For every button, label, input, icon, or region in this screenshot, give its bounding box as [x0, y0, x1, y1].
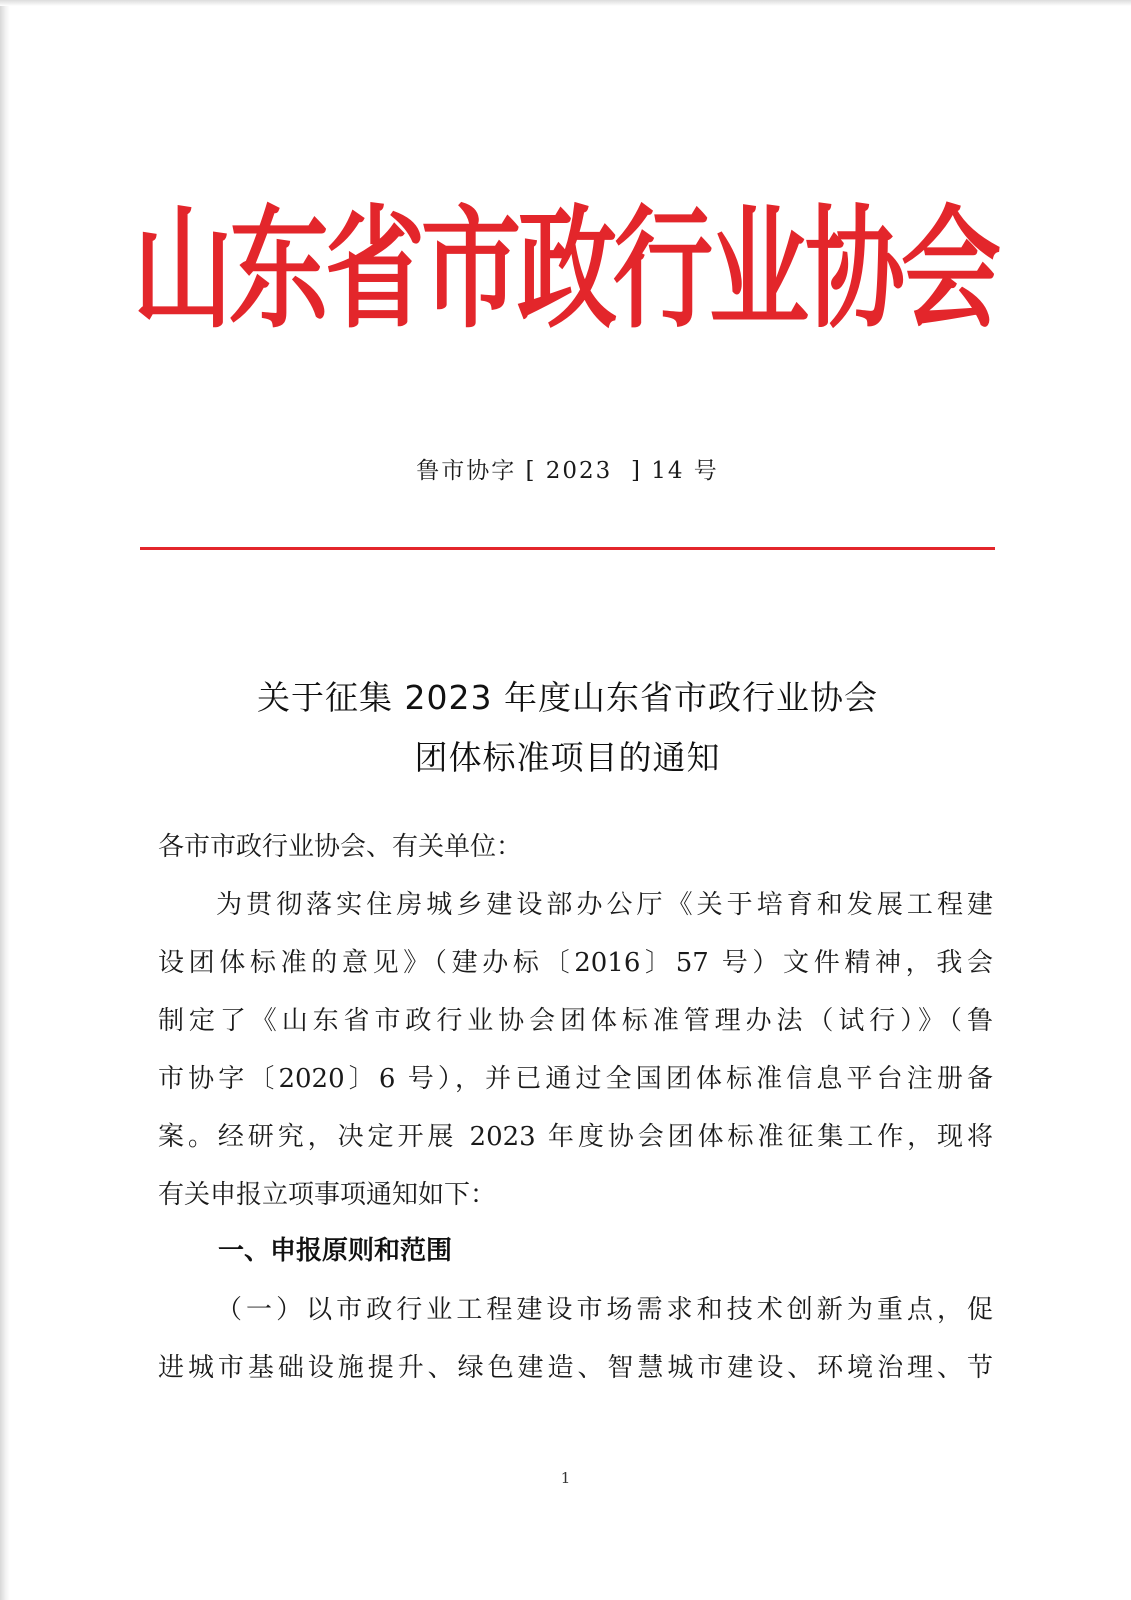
red-divider-line [140, 547, 995, 550]
paragraph-line: 设团体标准的意见》（建办标〔2016〕57 号）文件精神，我会 [158, 948, 993, 978]
page-number: 1 [560, 1469, 571, 1487]
paragraph-line: 制定了《山东省市政行业协会团体标准管理办法（试行）》（鲁 [158, 1006, 993, 1036]
paragraph-line: （一）以市政行业工程建设市场需求和技术创新为重点，促 [216, 1295, 993, 1325]
paragraph-line: 为贯彻落实住房城乡建设部办公厅《关于培育和发展工程建 [216, 890, 993, 920]
scan-top-edge-shadow [0, 0, 1131, 6]
paragraph-line: 案。经研究，决定开展 2023 年度协会团体标准征集工作，现将 [158, 1122, 993, 1152]
scan-left-edge-shadow [0, 0, 10, 1600]
paragraph-line: 进城市基础设施提升、绿色建造、智慧城市建设、环境治理、节 [158, 1353, 993, 1383]
letterhead-org-name: 山东省市政行业协会 [133, 192, 997, 347]
paragraph-line: 有关申报立项事项通知如下： [158, 1180, 497, 1210]
notice-title-line-2: 团体标准项目的通知 [414, 738, 721, 777]
document-number: 鲁市协字 [ 2023 ] 14 号 [416, 458, 719, 484]
salutation: 各市市政行业协会、有关单位： [158, 832, 523, 862]
paragraph-line: 市协字〔2020〕6 号），并已通过全国团体标准信息平台注册备 [158, 1064, 993, 1094]
section-heading-1: 一、申报原则和范围 [218, 1236, 453, 1266]
notice-title-line-1: 关于征集 2023 年度山东省市政行业协会 [257, 678, 878, 717]
